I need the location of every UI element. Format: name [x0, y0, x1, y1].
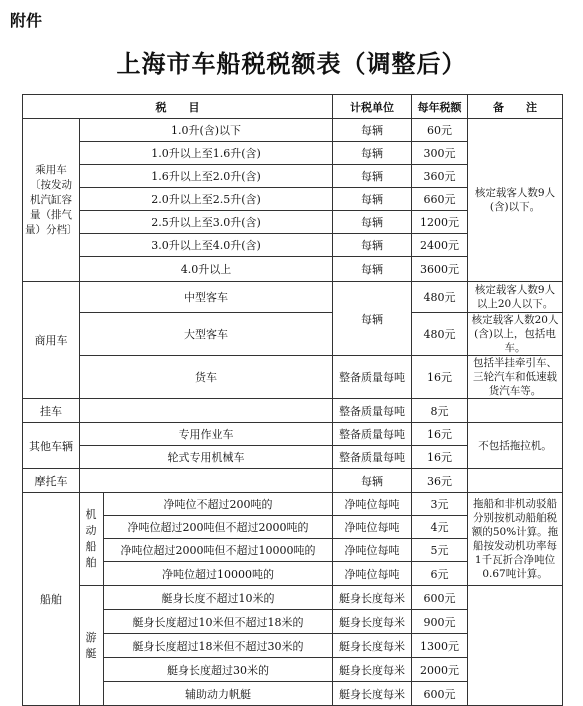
header-item: 税 目 — [23, 95, 333, 119]
tax-cell: 4元 — [412, 516, 468, 539]
tax-cell: 480元 — [412, 282, 468, 313]
unit-cell: 整备质量每吨 — [333, 399, 412, 423]
tax-cell: 480元 — [412, 313, 468, 356]
tax-cell: 60元 — [412, 119, 468, 142]
subcategory-yacht: 游艇 — [80, 586, 104, 706]
item-cell: 净吨位超过10000吨的 — [104, 562, 333, 586]
unit-cell: 整备质量每吨 — [333, 446, 412, 469]
item-cell-empty — [80, 399, 333, 423]
tax-rate-table — [22, 94, 563, 706]
unit-cell: 每辆 — [333, 165, 412, 188]
table-row — [23, 423, 563, 446]
tax-cell: 600元 — [412, 586, 468, 610]
unit-cell: 净吨位每吨 — [333, 516, 412, 539]
tax-cell: 660元 — [412, 188, 468, 211]
tax-cell: 2000元 — [412, 658, 468, 682]
item-cell: 艇身长度超过30米的 — [104, 658, 333, 682]
category-motorcycle: 摩托车 — [23, 469, 80, 493]
tax-cell: 16元 — [412, 446, 468, 469]
tax-cell: 16元 — [412, 356, 468, 399]
item-cell: 净吨位超过2000吨但不超过10000吨的 — [104, 539, 333, 562]
unit-cell: 净吨位每吨 — [333, 539, 412, 562]
note-other: 不包括拖拉机。 — [468, 423, 563, 469]
subcategory-motor-vessel: 机动船舶 — [80, 493, 104, 586]
category-vessel: 船舶 — [23, 493, 80, 706]
note-cell: 核定载客人数9人以上20人以下。 — [468, 282, 563, 313]
page-title: 上海市车船税税额表（调整后） — [116, 49, 467, 78]
item-cell: 2.0升以上至2.5升(含) — [80, 188, 333, 211]
table-row — [23, 282, 563, 313]
table-row — [23, 586, 563, 610]
item-cell: 大型客车 — [80, 313, 333, 356]
unit-cell: 每辆 — [333, 257, 412, 282]
item-cell: 艇身长度不超过10米的 — [104, 586, 333, 610]
item-cell: 艇身长度超过18米但不超过30米的 — [104, 634, 333, 658]
unit-cell: 每辆 — [333, 119, 412, 142]
attachment-label: 附件 — [10, 11, 43, 30]
unit-cell: 每辆 — [333, 188, 412, 211]
category-trailer: 挂车 — [23, 399, 80, 423]
tax-cell: 360元 — [412, 165, 468, 188]
unit-cell: 每辆 — [333, 469, 412, 493]
tax-cell: 5元 — [412, 539, 468, 562]
table-row — [23, 469, 563, 493]
item-cell: 艇身长度超过10米但不超过18米的 — [104, 610, 333, 634]
unit-cell: 艇身长度每米 — [333, 682, 412, 706]
category-commercial: 商用车 — [23, 282, 80, 399]
table-row — [23, 399, 563, 423]
tax-cell: 1200元 — [412, 211, 468, 234]
tax-cell: 300元 — [412, 142, 468, 165]
tax-cell: 3600元 — [412, 257, 468, 282]
unit-cell: 净吨位每吨 — [333, 493, 412, 516]
item-cell: 专用作业车 — [80, 423, 333, 446]
note-passenger: 核定载客人数9人(含)以下。 — [468, 119, 563, 282]
unit-cell: 艇身长度每米 — [333, 658, 412, 682]
table-header-row — [23, 95, 563, 119]
header-note: 备 注 — [468, 95, 563, 119]
tax-cell: 3元 — [412, 493, 468, 516]
tax-cell: 8元 — [412, 399, 468, 423]
unit-cell: 整备质量每吨 — [333, 423, 412, 446]
category-other: 其他车辆 — [23, 423, 80, 469]
unit-cell: 每辆 — [333, 211, 412, 234]
unit-cell: 每辆 — [333, 142, 412, 165]
item-cell: 轮式专用机械车 — [80, 446, 333, 469]
unit-cell: 每辆 — [333, 282, 412, 356]
item-cell: 辅助动力帆艇 — [104, 682, 333, 706]
table-row — [23, 356, 563, 399]
note-cell-empty — [468, 586, 563, 706]
item-cell: 4.0升以上 — [80, 257, 333, 282]
item-cell: 3.0升以上至4.0升(含) — [80, 234, 333, 257]
category-passenger: 乘用车〔按发动机汽缸容量（排气量）分档〕 — [23, 119, 80, 282]
table-row — [23, 493, 563, 516]
tax-cell: 1300元 — [412, 634, 468, 658]
note-motor-vessel: 拖船和非机动驳船分别按机动船舶税额的50%计算。拖船按发动机功率每1千瓦折合净吨位0.67吨计算。 — [468, 493, 563, 586]
tax-cell: 600元 — [412, 682, 468, 706]
note-cell: 包括半挂牵引车、三轮汽车和低速载货汽车等。 — [468, 356, 563, 399]
item-cell: 1.6升以上至2.0升(含) — [80, 165, 333, 188]
unit-cell: 艇身长度每米 — [333, 610, 412, 634]
tax-cell: 16元 — [412, 423, 468, 446]
header-unit: 计税单位 — [333, 95, 412, 119]
unit-cell: 艇身长度每米 — [333, 634, 412, 658]
item-cell: 2.5升以上至3.0升(含) — [80, 211, 333, 234]
item-cell: 净吨位超过200吨但不超过2000吨的 — [104, 516, 333, 539]
note-cell-empty — [468, 469, 563, 493]
unit-cell: 整备质量每吨 — [333, 356, 412, 399]
unit-cell: 艇身长度每米 — [333, 586, 412, 610]
item-cell: 1.0升以上至1.6升(含) — [80, 142, 333, 165]
table-row — [23, 313, 563, 356]
tax-cell: 6元 — [412, 562, 468, 586]
item-cell-empty — [80, 469, 333, 493]
table-row — [23, 119, 563, 142]
tax-cell: 36元 — [412, 469, 468, 493]
header-tax: 每年税额 — [412, 95, 468, 119]
note-cell-empty — [468, 399, 563, 423]
note-cell: 核定载客人数20人(含)以上，包括电车。 — [468, 313, 563, 356]
unit-cell: 每辆 — [333, 234, 412, 257]
tax-cell: 900元 — [412, 610, 468, 634]
item-cell: 净吨位不超过200吨的 — [104, 493, 333, 516]
item-cell: 中型客车 — [80, 282, 333, 313]
unit-cell: 净吨位每吨 — [333, 562, 412, 586]
item-cell: 货车 — [80, 356, 333, 399]
item-cell: 1.0升(含)以下 — [80, 119, 333, 142]
tax-cell: 2400元 — [412, 234, 468, 257]
